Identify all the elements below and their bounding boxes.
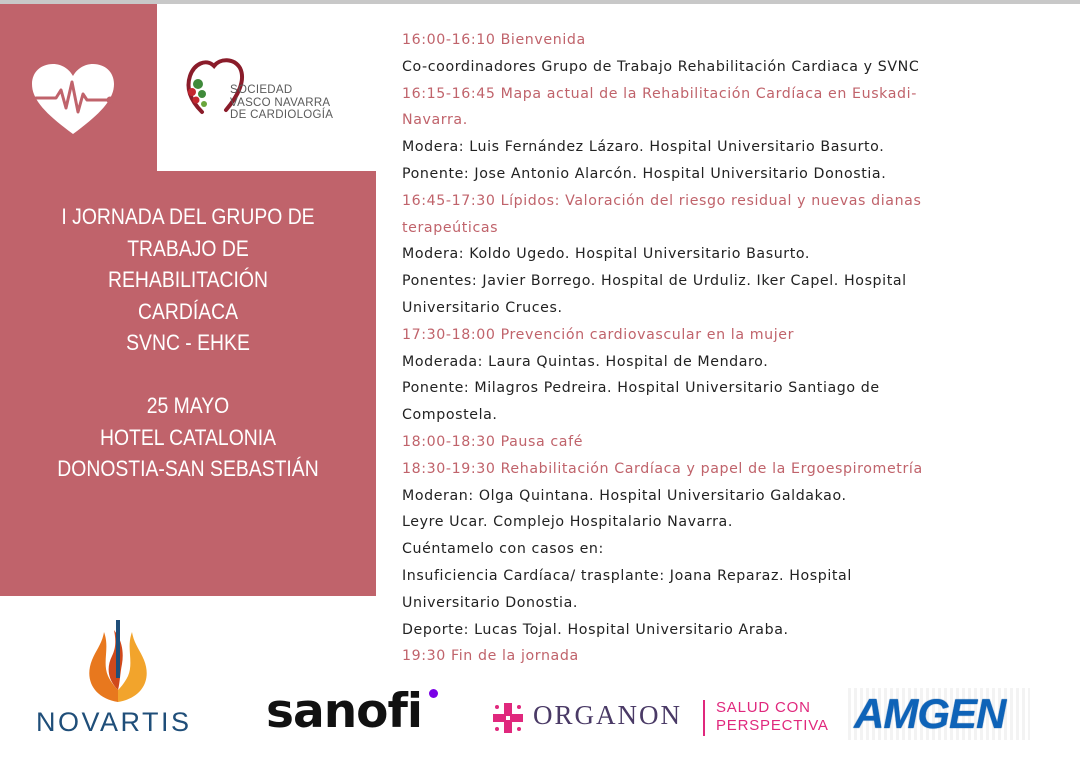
session-detail: Moderada: Laura Quintas. Hospital de Mendaro. [402,353,769,370]
event-title-line: CARDÍACA [137,298,239,324]
organon-tagline: SALUD CON PERSPECTIVA [716,699,829,734]
session-detail: Universitario Cruces. [402,299,563,316]
event-city: DONOSTIA-SAN SEBASTIÁN [57,456,319,481]
amgen-logo: AMGEN [854,690,1006,737]
event-title-line: TRABAJO DE [127,235,249,261]
session-time-title: 18:00-18:30 Pausa café [402,433,584,450]
session-detail: Moderan: Olga Quintana. Hospital Universitario Galdakao. [402,487,847,504]
sanofi-logo: sanofi [266,684,422,739]
event-title-line: SVNC - EHKE [126,330,250,355]
session-detail: Ponentes: Javier Borrego. Hospital de Urduliz. Iker Capel. Hospital [402,273,907,290]
session-detail: Universitario Donostia. [402,594,579,611]
session-time-title: 18:30-19:30 Rehabilitación Cardíaca y papel de la Ergoespirometría [402,460,923,477]
session-detail: Compostela. [402,407,498,424]
novartis-flame-icon [80,618,156,704]
session-time-title: 19:30 Fin de la jornada [402,648,579,665]
organon-logo: ORGANON [533,700,682,730]
event-title-block [49,201,327,485]
heart-pulse-icon [30,62,116,138]
event-title-line: I JORNADA DEL GRUPO DE [61,204,315,229]
sanofi-dot-icon [429,689,438,698]
session-detail: Co-coordinadores Grupo de Trabajo Rehabilitación Cardiaca y SVNC [402,58,920,75]
event-venue: HOTEL CATALONIA [99,424,277,450]
session-time-title: 17:30-18:00 Prevención cardiovascular en la mujer [402,326,795,343]
event-title-line: REHABILITACIÓN [108,267,268,292]
event-date: 25 MAYO [146,393,230,418]
session-time-title: 16:00-16:10 Bienvenida [402,32,586,48]
organon-cross-icon [491,701,525,735]
novartis-logo: NOVARTIS [36,707,192,737]
session-detail: Insuficiencia Cardíaca/ trasplante: Joana Reparaz. Hospital [402,567,852,584]
session-time-title: Navarra. [402,112,468,129]
session-detail: Leyre Ucar. Complejo Hospitalario Navarra. [402,514,733,531]
session-time-title: 16:45-17:30 Lípidos: Valoración del riesgo residual y nuevas dianas [402,192,922,209]
session-detail: Cuéntamelo con casos en: [402,541,604,558]
session-detail: Ponente: Jose Antonio Alarcón. Hospital Universitario Donostia. [402,165,887,182]
svc-logo-text: SOCIEDAD VASCO NAVARRA DE CARDIOLOGÍA [230,84,334,121]
session-detail: Modera: Luis Fernández Lázaro. Hospital Universitario Basurto. [402,139,885,156]
session-time-title: terapeúticas [402,219,499,236]
session-detail: Deporte: Lucas Tojal. Hospital Universitario Araba. [402,621,789,638]
program-schedule [402,27,1052,665]
organon-divider [703,700,705,736]
session-detail: Modera: Koldo Ugedo. Hospital Universitario Basurto. [402,246,811,263]
session-detail: Ponente: Milagros Pedreira. Hospital Universitario Santiago de [402,380,880,397]
session-time-title: 16:15-16:45 Mapa actual de la Rehabilitación Cardíaca en Euskadi- [402,85,917,102]
